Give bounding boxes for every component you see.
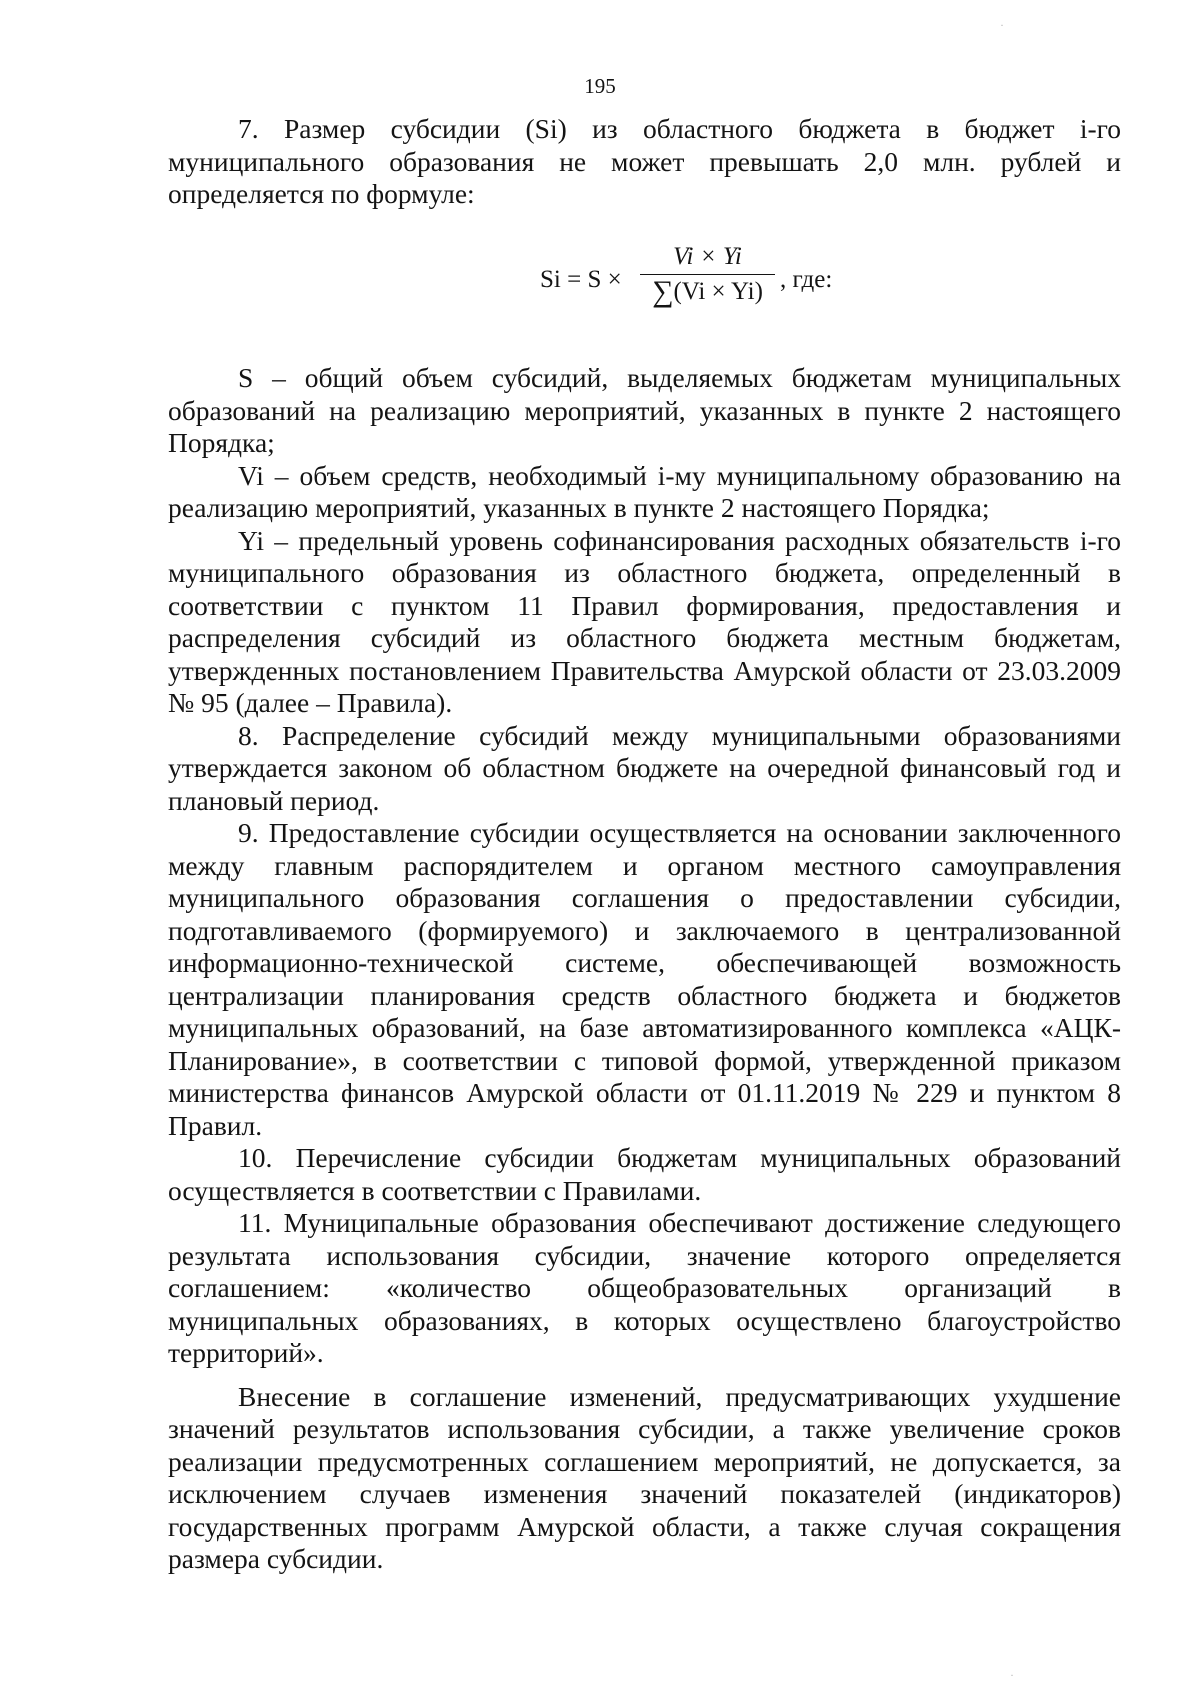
formula-tail: , где: [780,266,833,293]
page-number: 195 [584,74,616,98]
paragraph-yi-definition: Yi – предельный уровень софинансирования расходных обязательств i-го муниципального образования из областного бюджета, определенный в соответствии с пунктом 11 Правил формирования, предоставления и распределения субсидий из областного бюджета местным бюджетам, утвержденных постановлением Правительства Амурской области от 23.03.2009 № 95 (далее – Правила). [168,524,1121,718]
formula-fraction [640,242,775,309]
sigma-symbol: ∑ [652,275,674,308]
paragraph-9: 9. Предоставление субсидии осуществляется на основании заключенного между главным распорядителем и органом местного самоуправления муниципального образования соглашения о предоставлении субсидии, подготавливаемого (формируемого) и заключаемого в централизованной информационно-технической системе, обеспечивающей возможность централизации планирования средств областного бюджета и бюджетов муниципальных образований, на базе автоматизированного комплекса «АЦК-Планирование», в соответствии с типовой формой, утвержденной приказом министерства финансов Амурской области от 01.11.2019 № 229 и пунктом 8 Правил. [168,817,1121,1141]
scan-speck: · [1010,1668,1014,1682]
formula-denominator [640,275,775,309]
paragraph-7: 7. Размер субсидии (Si) из областного бюджета в бюджет i-го муниципального образования не может превышать 2,0 млн. рублей и определяется по формуле: [168,113,1121,209]
paragraph-10: 10. Перечисление субсидии бюджетам муниципальных образований осуществляется в соответствии с Правилами. [168,1142,1121,1206]
paragraph-vi-definition: Vi – объем средств, необходимый i-му муниципальному образованию на реализацию мероприятий, указанных в пункте 2 настоящего Порядка; [168,459,1121,523]
formula-numerator: Vi × Yi [673,243,742,270]
paragraph-8: 8. Распределение субсидий между муниципальными образованиями утверждается законом об областном бюджете на очередной финансовый год и плановый период. [168,719,1121,816]
intro-block [168,113,1121,211]
body-block [168,362,1121,1576]
denominator-text: (Vi × Yi) [673,278,763,305]
paragraph-amendments: Внесение в соглашение изменений, предусматривающих ухудшение значений результатов использования субсидии, а также увеличение сроков реализации предусмотренных соглашением мероприятий, не допускается, за исключением случаев изменения значений показателей (индикаторов) государственных программ Амурской области, а также случая сокращения размера субсидии. [168,1380,1121,1574]
formula-lhs: Si = S × [540,266,622,293]
scan-speck: · [1000,18,1004,32]
paragraph-s-definition: S – общий объем субсидий, выделяемых бюджетам муниципальных образований на реализацию мероприятий, указанных в пункте 2 настоящего Порядка; [168,362,1121,458]
paragraph-11: 11. Муниципальные образования обеспечивают достижение следующего результата использования субсидии, значение которого определяется соглашением: «количество общеобразовательных организаций в муниципальных образованиях, в которых осуществлено благоустройство территорий». [168,1207,1121,1368]
